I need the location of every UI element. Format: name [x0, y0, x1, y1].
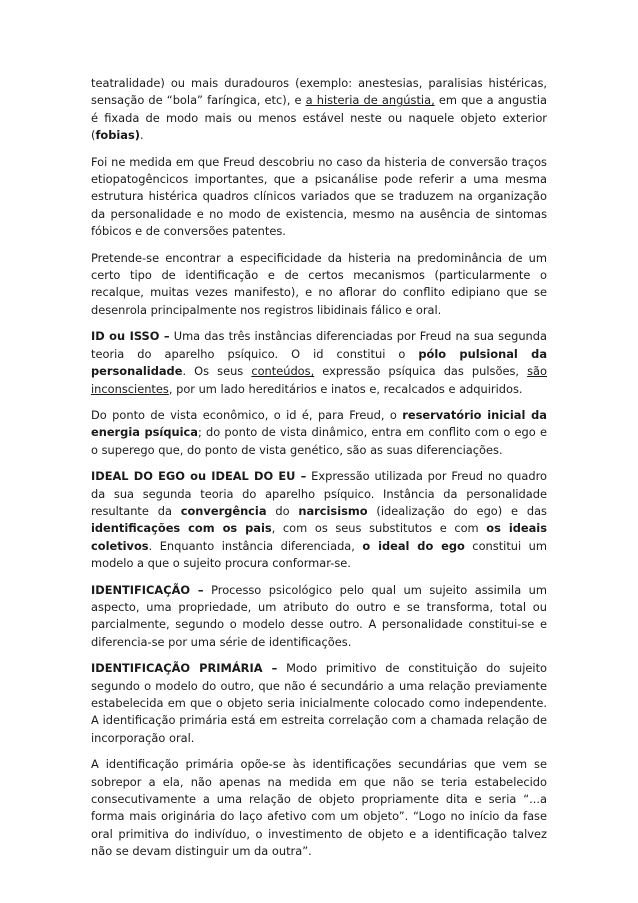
bold-term: identificações com os pais [91, 521, 272, 536]
paragraph-histeria-angustia [91, 75, 547, 145]
text-run: , com os seus substitutos e com [271, 521, 487, 536]
text-run: Foi ne medida em que Freud descobriu no caso da histeria de conversão traços etiopatogêncicos importantes, que a psicanálise pode referir a uma mesma estrutura histérica quadros clínicos variados que se traduzem na organização da personalidade e no modo de existencia, mesmo na ausência de sintomas fóbicos e de conversões patentes. [91, 154, 547, 239]
bold-term: fobias) [95, 128, 140, 143]
text-run: do [266, 503, 299, 518]
paragraph-identificacao [91, 582, 547, 652]
bold-term: pólo pulsional da personalidade [91, 346, 548, 379]
glossary-term: IDEAL DO EGO ou IDEAL DO EU – [91, 469, 307, 484]
text-run: Processo psicológico pelo qual um sujeito assimila um aspecto, uma propriedade, um atributo do outro e se transforma, total ou parcialmente, segundo o modelo desse outro. A personalidade constitui-se e diferencia-se por uma série de identificações. [91, 582, 547, 649]
bold-term: convergência [180, 503, 267, 518]
text-run: . Enquanto instância diferenciada, [148, 538, 363, 553]
paragraph-identificacao-secundaria [91, 756, 547, 860]
bold-term: os ideais coletivos [91, 521, 547, 553]
glossary-term: ID ou ISSO – [91, 329, 170, 344]
text-run: . [139, 128, 144, 143]
text-run: Expressão utilizada por Freud no quadro da sua segunda teoria do aparelho psíquico. Instância da personalidade resultante da [91, 469, 547, 518]
glossary-term: IDENTIFICAÇÃO – [91, 582, 204, 597]
glossary-term: IDENTIFICAÇÃO PRIMÁRIA – [91, 661, 278, 676]
text-run: (idealização do ego) e das [367, 503, 547, 518]
text-run: teatralidade) ou mais duradouros (exemplo: anestesias, paralisias histéricas, sensação de “bola” faríngica, etc), e [91, 76, 547, 108]
paragraph-id-isso [91, 328, 547, 398]
document-page [91, 75, 547, 870]
text-run: Do ponto de vista econômico, o id é, para Freud, o [91, 407, 403, 422]
text-run: Modo primitivo de constituição do sujeito segundo o modelo do outro, que não é secundário a uma relação previamente estabelecida em que o objeto seria inicialmente colocado como independente. A identificação primária está em estreita correlação com a chamada relação de incorporação oral. [91, 661, 547, 745]
bold-term: reservatório inicial da energia psíquica [91, 407, 547, 440]
bold-term: narcisismo [298, 503, 368, 518]
underlined-term: a histeria de angústia, [305, 93, 435, 108]
paragraph-id-economico [91, 407, 547, 459]
text-run: constitui um modelo a que o sujeito procura conformar-se. [91, 538, 547, 571]
paragraph-histeria-conversao [91, 154, 547, 241]
paragraph-ideal-do-ego [91, 468, 547, 572]
bold-term: o ideal do ego [362, 538, 465, 553]
text-run: , por um lado hereditários e inatos e, recalcados e adquiridos. [168, 381, 523, 396]
text-run: Uma das três instâncias diferenciadas por Freud na sua segunda teoria do aparelho psíquico. O id constitui o [91, 329, 547, 361]
text-run: A identificação primária opõe-se às identificações secundárias que vem se sobrepor a ela, não apenas na medida em que não se teria estabelecido consecutivamente a uma relação de objeto propriamente dita e seria “...a forma mais originária do laço afetivo com um objeto”. “Logo no início da fase oral primitiva do indivíduo, o investimento de objeto e a identificação talvez não se devam distinguir um da outra”. [91, 757, 547, 859]
text-run: . Os seus [182, 364, 252, 379]
underlined-term: são inconscientes [91, 364, 547, 396]
paragraph-identificacao-primaria [91, 660, 547, 747]
text-run: ; do ponto de vista dinâmico, entra em conflito com o ego e o superego que, do ponto de vista genético, são as suas diferenciações. [91, 425, 547, 457]
text-run: em que a angustia é fixada de modo mais ou menos estável neste ou naquele objeto exterior ( [91, 93, 547, 143]
underlined-term: conteúdos, [251, 364, 315, 379]
paragraph-especificidade-histeria [91, 250, 547, 320]
text-run: expressão psíquica das pulsões, [314, 364, 528, 379]
text-run: Pretende-se encontrar a especificidade da histeria na predominância de um certo tipo de identificação e de certos mecanismos (particularmente o recalque, muitas vezes manifesto), e no aflorar do conflito edipiano que se desenrola principalmente nos registros libidinais fálico e oral. [91, 250, 547, 317]
